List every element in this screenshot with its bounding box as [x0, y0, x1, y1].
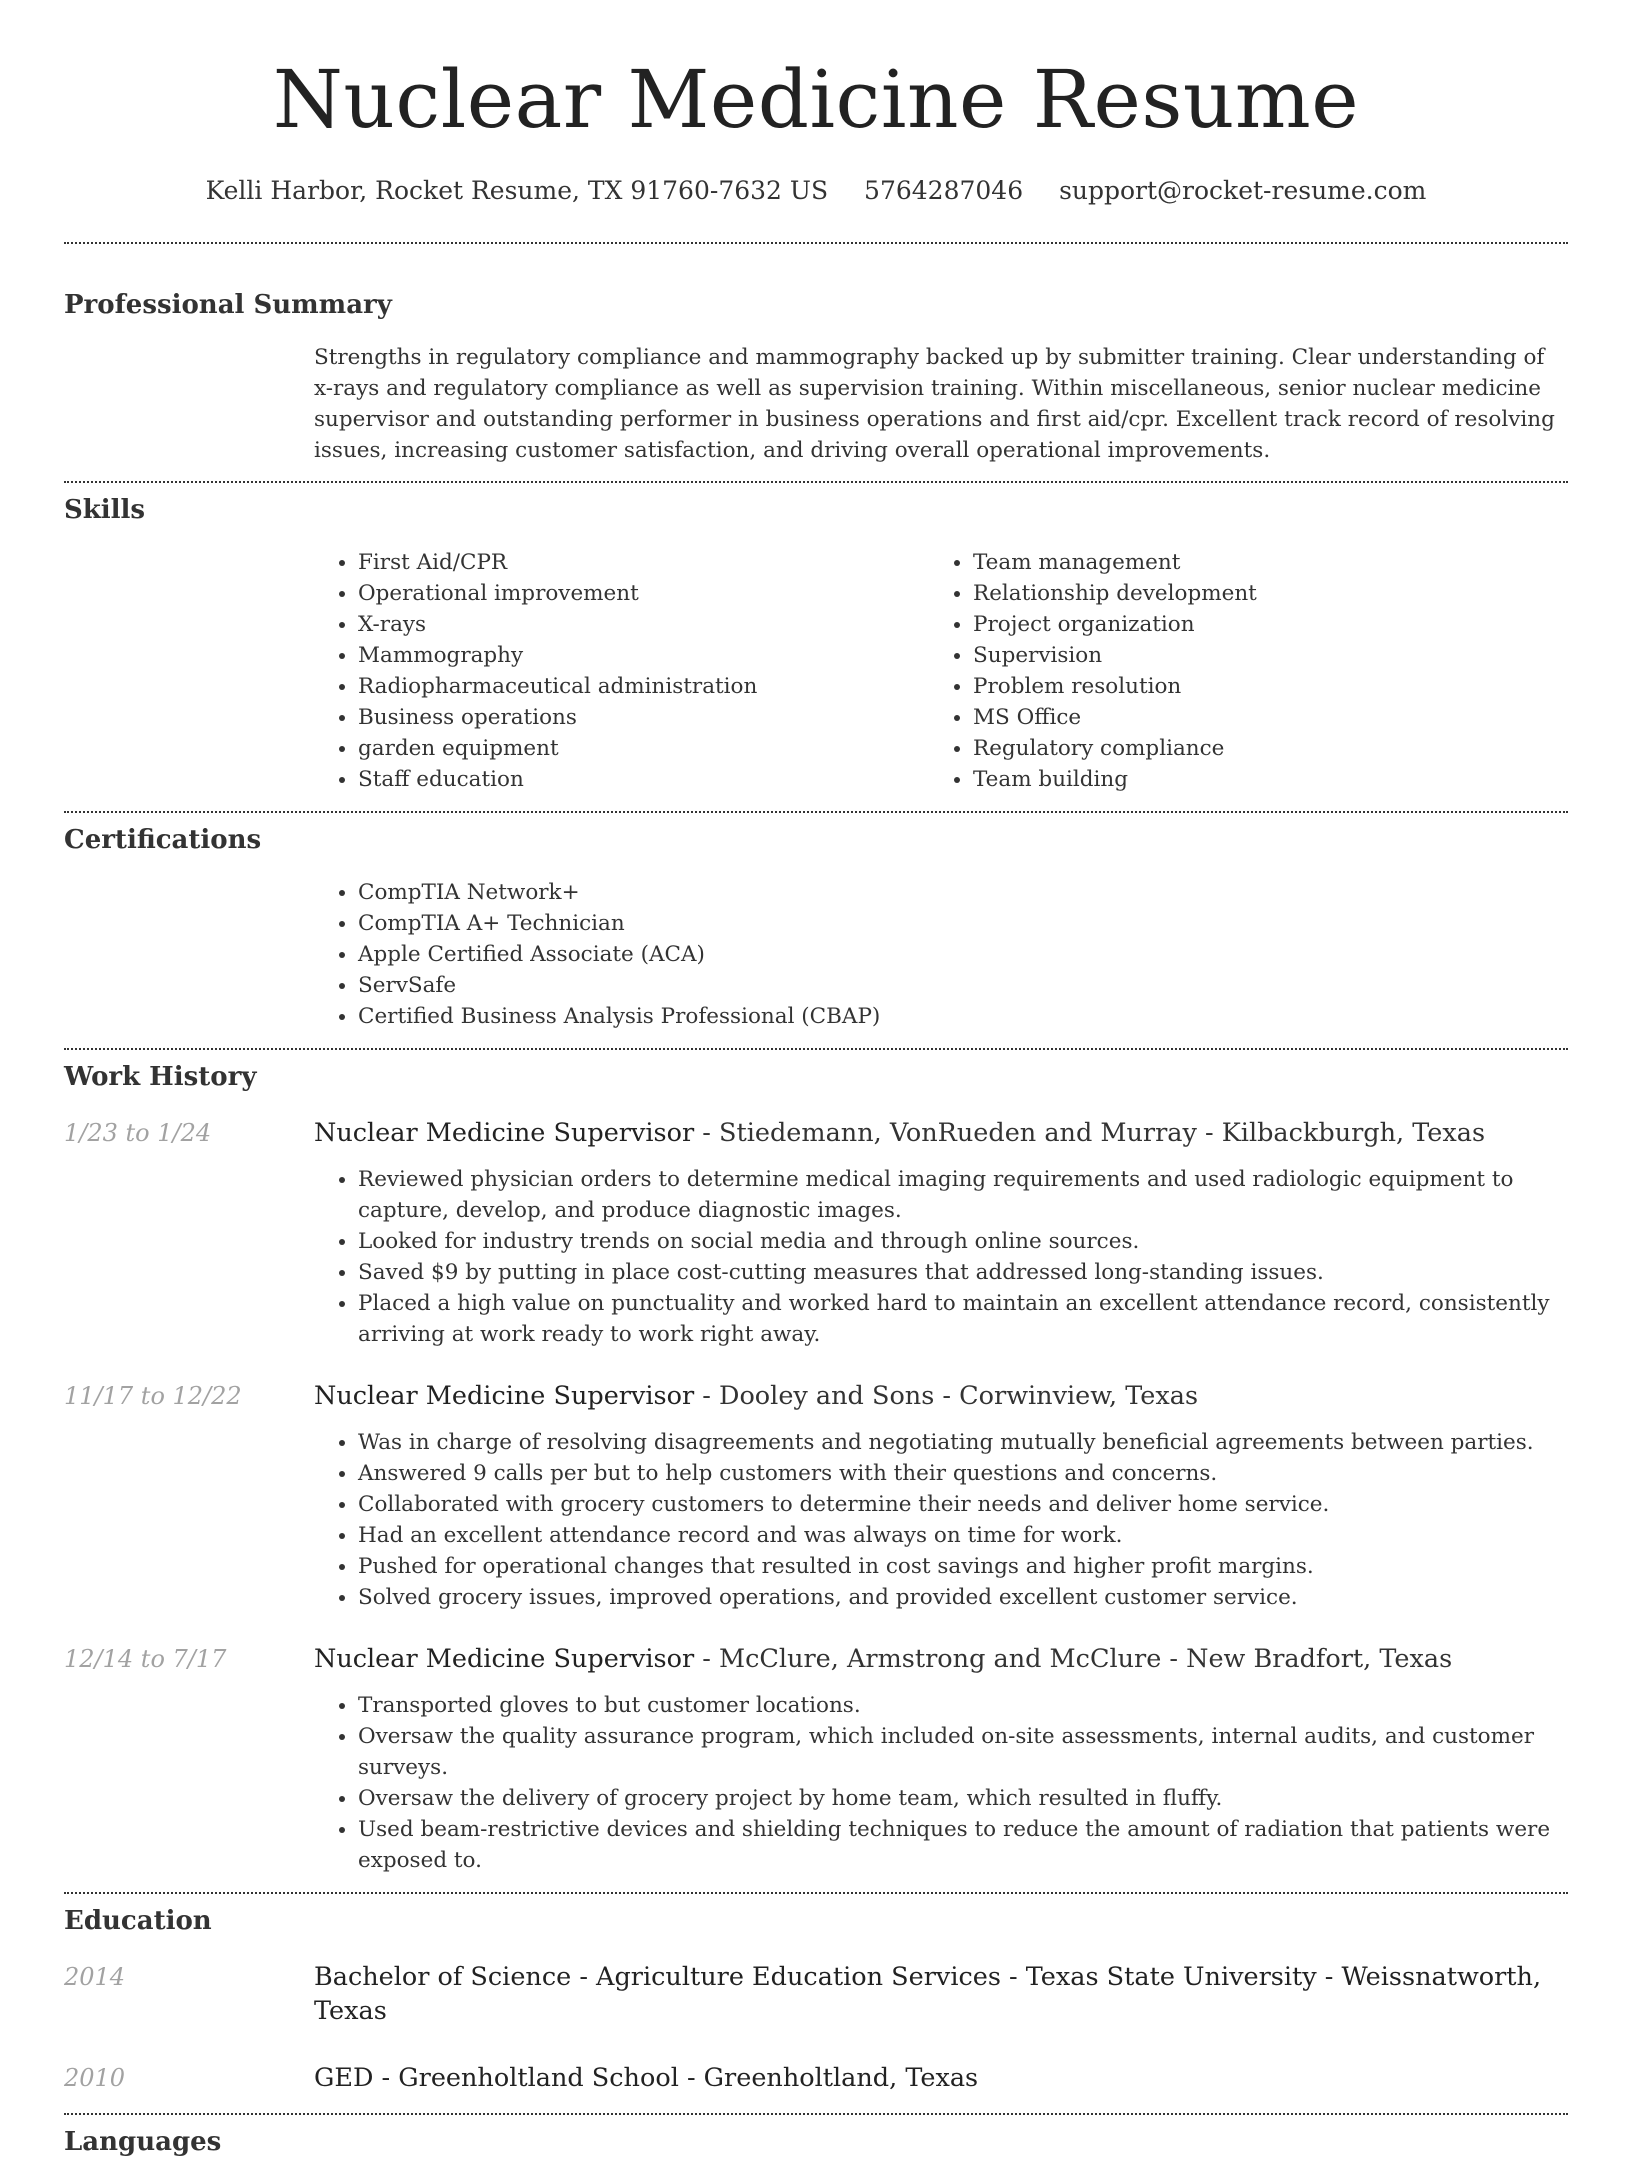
contact-phone: 5764287046 — [864, 176, 1024, 205]
education-details: GED - Greenholtland School - Greenholtland, Texas — [314, 2063, 979, 2093]
job-duty: • Oversaw the delivery of grocery project by home team, which resulted in fluffy. — [358, 1783, 1568, 1814]
skill-item: • Operational improvement — [358, 578, 929, 609]
work-history-section — [64, 1060, 1568, 1876]
education-entry — [64, 1960, 1568, 2028]
divider — [64, 481, 1568, 483]
skill-item: • garden equipment — [358, 733, 929, 764]
job-duty: • Placed a high value on punctuality and worked hard to maintain an excellent attendance record, consistently arriving at work ready to work right away. — [358, 1288, 1568, 1350]
job-duty: • Answered 9 calls per but to help customers with their questions and concerns. — [358, 1458, 1568, 1489]
languages-section — [64, 2125, 1568, 2159]
skill-item: • Project organization — [973, 609, 1544, 640]
section-heading-work-history: Work History — [64, 1062, 257, 1092]
job-title: Nuclear Medicine Supervisor — [314, 1118, 695, 1148]
skill-item: • Staff education — [358, 764, 929, 795]
job-duty: • Solved grocery issues, improved operations, and provided excellent customer service. — [358, 1582, 1568, 1613]
education-entry — [64, 2061, 1568, 2095]
job-employer: - Stiedemann, VonRueden and Murray - Kilbackburgh, Texas — [694, 1118, 1486, 1148]
job-entry — [64, 1642, 1568, 1876]
divider — [64, 1048, 1568, 1050]
job-duties-list — [314, 1690, 1568, 1876]
job-duty: • Transported gloves to but customer locations. — [358, 1690, 1568, 1721]
skill-item: • Problem resolution — [973, 671, 1544, 702]
skill-item: • X-rays — [358, 609, 929, 640]
skill-item: • Regulatory compliance — [973, 733, 1544, 764]
section-heading-skills: Skills — [64, 495, 146, 525]
page-title: Nuclear Medicine Resume — [272, 53, 1360, 146]
education-year: 2010 — [64, 2064, 126, 2092]
certification-item: • Certified Business Analysis Professional (CBAP) — [358, 1001, 1568, 1032]
skill-item: • Team building — [973, 764, 1544, 795]
education-section — [64, 1904, 1568, 2095]
skill-item: • Radiopharmaceutical administration — [358, 671, 929, 702]
section-heading-languages: Languages — [64, 2127, 222, 2157]
job-dates: 12/14 to 7/17 — [64, 1645, 227, 1673]
job-entry — [64, 1116, 1568, 1350]
education-details: Bachelor of Science - Agriculture Education Services - Texas State University - Weissnatworth, Texas — [314, 1962, 1542, 2026]
summary-section — [64, 288, 1568, 466]
job-duty: • Oversaw the quality assurance program, which included on-site assessments, internal audits, and customer surveys. — [358, 1721, 1568, 1783]
divider — [64, 1892, 1568, 1894]
divider — [64, 242, 1568, 244]
job-heading — [314, 1379, 1568, 1413]
section-heading-education: Education — [64, 1906, 212, 1936]
job-title: Nuclear Medicine Supervisor — [314, 1381, 695, 1411]
contact-address: Kelli Harbor, Rocket Resume, TX 91760-7632 US — [205, 176, 829, 205]
divider — [64, 811, 1568, 813]
contact-line — [64, 174, 1568, 208]
job-duty: • Had an excellent attendance record and was always on time for work. — [358, 1520, 1568, 1551]
certification-item: • Apple Certified Associate (ACA) — [358, 939, 1568, 970]
skill-item: • Supervision — [973, 640, 1544, 671]
job-heading — [314, 1116, 1568, 1150]
job-duty: • Collaborated with grocery customers to determine their needs and deliver home service. — [358, 1489, 1568, 1520]
skill-item: • Business operations — [358, 702, 929, 733]
skills-section — [64, 493, 1568, 795]
job-duty: • Used beam-restrictive devices and shielding techniques to reduce the amount of radiation that patients were exposed to. — [358, 1814, 1568, 1876]
job-title: Nuclear Medicine Supervisor — [314, 1644, 695, 1674]
job-duties-list — [314, 1164, 1568, 1350]
job-duty: • Saved $9 by putting in place cost-cutting measures that addressed long-standing issues. — [358, 1257, 1568, 1288]
education-year: 2014 — [64, 1963, 126, 1991]
certification-item: • CompTIA A+ Technician — [358, 908, 1568, 939]
section-heading-certifications: Certifications — [64, 825, 262, 855]
section-heading-summary: Professional Summary — [64, 290, 392, 320]
certifications-list — [314, 877, 1568, 1032]
certifications-section — [64, 823, 1568, 1032]
job-dates: 11/17 to 12/22 — [64, 1382, 242, 1410]
job-duty: • Pushed for operational changes that resulted in cost savings and higher profit margins. — [358, 1551, 1568, 1582]
job-duty: • Was in charge of resolving disagreements and negotiating mutually beneficial agreements between parties. — [358, 1427, 1568, 1458]
job-duty: • Reviewed physician orders to determine medical imaging requirements and used radiologic equipment to capture, develop, and produce diagnostic images. — [358, 1164, 1568, 1226]
job-heading — [314, 1642, 1568, 1676]
job-duty: • Looked for industry trends on social media and through online sources. — [358, 1226, 1568, 1257]
skills-list-right — [929, 547, 1544, 795]
contact-email: support@rocket-resume.com — [1059, 176, 1427, 205]
summary-text: Strengths in regulatory compliance and mammography backed up by submitter training. Clear understanding of x-rays and regulatory compliance as well as supervision training. Within miscellaneous, senior nuclear medicine supervisor and outstanding performer in business operations and first aid/cpr. Excellent track record of resolving issues, increasing customer satisfaction, and driving overall operational improvements. — [314, 345, 1555, 463]
skill-item: • Mammography — [358, 640, 929, 671]
job-duties-list — [314, 1427, 1568, 1613]
skill-item: • MS Office — [973, 702, 1544, 733]
certification-item: • CompTIA Network+ — [358, 877, 1568, 908]
certification-item: • ServSafe — [358, 970, 1568, 1001]
job-employer: - Dooley and Sons - Corwinview, Texas — [694, 1381, 1199, 1411]
skill-item: • Relationship development — [973, 578, 1544, 609]
skills-list-left — [314, 547, 929, 795]
divider — [64, 2113, 1568, 2115]
job-entry — [64, 1379, 1568, 1613]
skill-item: • Team management — [973, 547, 1544, 578]
job-employer: - McClure, Armstrong and McClure - New Bradfort, Texas — [694, 1644, 1453, 1674]
skill-item: • First Aid/CPR — [358, 547, 929, 578]
job-dates: 1/23 to 1/24 — [64, 1119, 212, 1147]
